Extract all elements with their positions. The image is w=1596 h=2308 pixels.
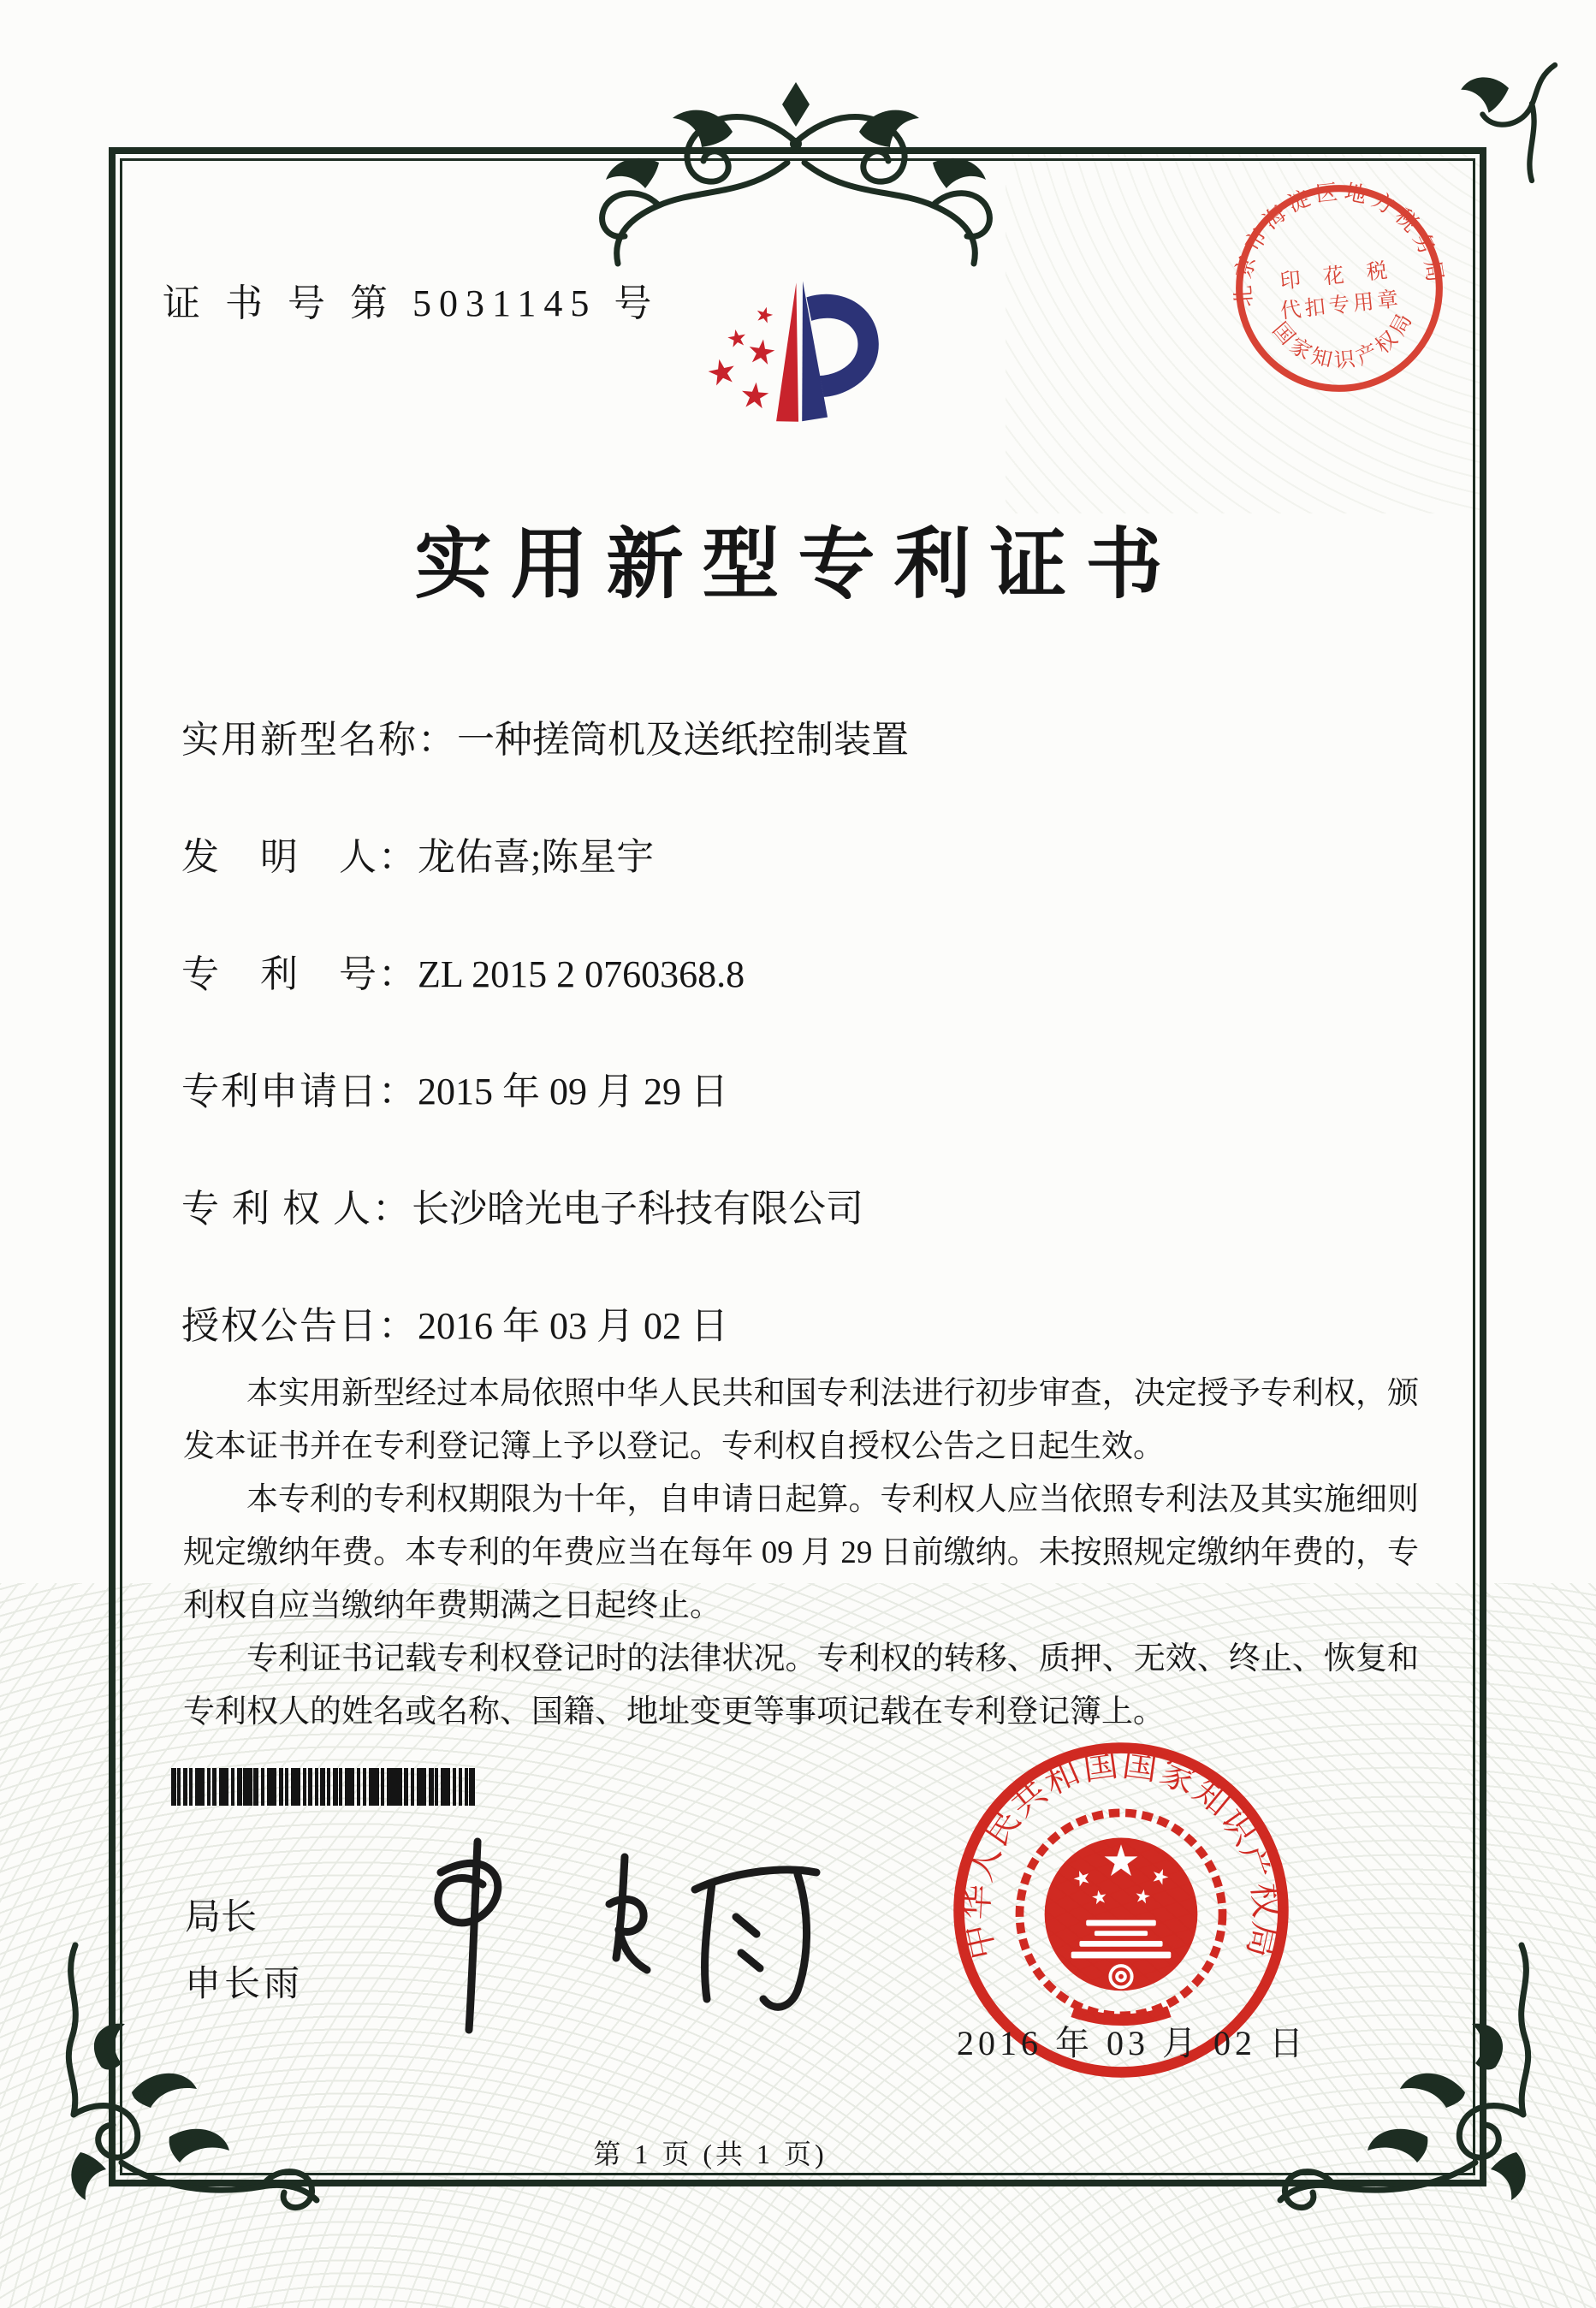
certificate-title: 实用新型专利证书 (414, 523, 1182, 608)
field-label: 专 利 权 人： (181, 1188, 412, 1230)
legal-paragraph-3: 专利证书记载专利权登记时的法律状况。专利权的转移、质押、无效、终止、恢复和专利权人的姓名或名称、国籍、地址变更等事项记载在专利登记簿上。 (183, 1641, 1419, 1730)
field-value: 一种搓筒机及送纸控制装置 (457, 719, 909, 761)
tax-stamp-center-line2: 代扣专用章 (1279, 287, 1403, 323)
issue-seal-ring-text: 中华人民共和国国家知识产权局 (956, 1744, 1286, 1963)
field-label: 专利申请日： (181, 1071, 418, 1112)
director-signature-icon (368, 1823, 881, 2045)
field-patentee (181, 1188, 909, 1231)
field-value: 2016 年 03 月 02 日 (418, 1305, 728, 1347)
field-label: 授权公告日： (181, 1305, 418, 1347)
cnipa-logo-icon (680, 248, 916, 445)
tax-stamp-top-text: 北京市海淀区地方税务局 (1231, 180, 1448, 308)
certificate-number: 证 书 号 第 5031145 号 (163, 282, 660, 324)
legal-paragraph-1: 本实用新型经过本局依照中华人民共和国专利法进行初步审查，决定授予专利权，颁发本证书并在专利登记簿上予以登记。专利权自授权公告之日起生效。 (183, 1376, 1419, 1464)
tax-stamp-seal-icon (1219, 169, 1458, 407)
field-utility-model-name (181, 719, 909, 762)
field-list (181, 719, 909, 1348)
field-inventor (181, 836, 909, 879)
field-value: 龙佑喜;陈星宇 (418, 836, 655, 878)
field-grant-date (181, 1305, 909, 1348)
svg-text:北京市海淀区地方税务局 (1220, 170, 1447, 309)
field-label: 发 明 人： (181, 836, 418, 878)
tax-stamp-bottom-text: 国家知识产权局 (1267, 306, 1419, 373)
field-label: 实用新型名称： (181, 719, 457, 761)
field-patent-number (181, 953, 909, 996)
national-emblem-icon (1019, 1813, 1222, 2020)
grant-date-under-seal: 2016 年 03 月 02 日 (957, 2024, 1308, 2062)
signer-role: 局长 (185, 1898, 258, 1937)
barcode (171, 1768, 476, 1806)
field-label: 专 利 号： (181, 953, 418, 995)
field-value: ZL 2015 2 0760368.8 (418, 953, 745, 995)
field-value: 2015 年 09 月 29 日 (418, 1071, 728, 1112)
signer-block (185, 1898, 303, 2004)
tax-stamp-center-line1: 印 花 税 (1279, 258, 1397, 294)
legal-paragraph-2: 本专利的专利权期限为十年，自申请日起算。专利权人应当依照专利法及其实施细则规定缴纳年费。本专利的年费应当在每年 09 月 29 日前缴纳。未按照规定缴纳年费的，专利权自应当缴纳年费期满之日起终止。 (183, 1482, 1419, 1623)
page-number-footer: 第 1 页 (共 1 页) (593, 2139, 828, 2169)
field-filing-date (181, 1071, 909, 1113)
signer-name: 申长雨 (185, 1965, 304, 2004)
field-value: 长沙晗光电子科技有限公司 (412, 1188, 863, 1230)
legal-text-block (183, 1368, 1419, 1739)
